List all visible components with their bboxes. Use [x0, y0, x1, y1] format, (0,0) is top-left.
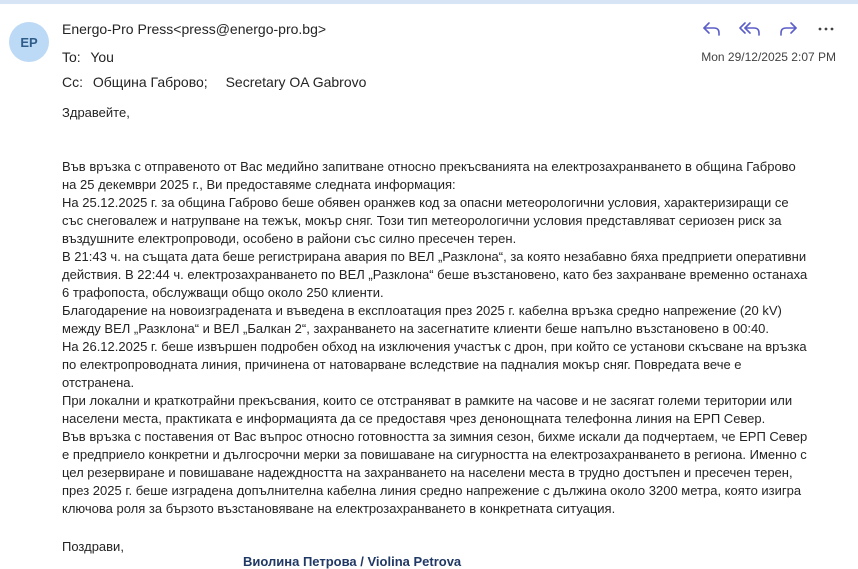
reply-icon — [702, 21, 722, 37]
forward-button[interactable] — [774, 17, 802, 41]
message-body — [62, 104, 832, 556]
to-label: To: — [62, 49, 81, 65]
message-date: Mon 29/12/2025 2:07 PM — [701, 50, 836, 64]
to-line — [62, 49, 120, 65]
body-line: ключова роля за бързото възстановяване на електрозахранването в конкретната ситуация. — [62, 501, 616, 516]
body-line: На 25.12.2025 г. за община Габрово беше обявен оранжев код за опасни метеорологични условия, характеризиращи се — [62, 195, 789, 210]
body-line: между ВЕЛ „Разклона“ и ВЕЛ „Балкан 2“, захранването на засегнатите клиенти беше напълно възстановено в 00:40. — [62, 321, 770, 336]
body-line: 6 трафопоста, обслужващи общо около 250 клиенти. — [62, 285, 384, 300]
body-line: населени места, практиката е информацията да се предоставя чрез денонощната телефонна линия на ЕРП Север. — [62, 411, 766, 426]
window-top-strip — [0, 0, 858, 4]
sender-name[interactable]: Energo-Pro Press — [62, 21, 174, 37]
body-line: На 26.12.2025 г. беше извършен подробен обход на изключения участък с дрон, при който се установи скъсване на връзка — [62, 339, 807, 354]
cc-line — [62, 74, 380, 90]
body-line: Във връзка с поставения от Вас въпрос относно готовността за зимния сезон, бихме искали да подчертаем, че ЕРП Север — [62, 429, 808, 444]
avatar[interactable]: EP — [9, 22, 49, 62]
body-line: Във връзка с отправеното от Вас медийно запитване относно прекъсванията на електрозахранването в община Габрово — [62, 159, 796, 174]
body-line: действия. В 22:44 ч. електрозахранването по ВЕЛ „Разклона“ беше възстановено, като без захранване временно останаха — [62, 267, 808, 282]
more-options-button[interactable] — [812, 17, 840, 41]
body-line: на 25 декември 2025 г., Ви предоставяме следната информация: — [62, 177, 456, 192]
body-line: При локални и краткотрайни прекъсвания, които се отстраняват в рамките на часове и не засягат големи територии или — [62, 393, 793, 408]
closing: Поздрави, — [62, 539, 124, 554]
body-line: цел резервиране и повишаване надеждността на захранването на населени места в трудно достъпен и пресечен терен, — [62, 465, 793, 480]
body-line: със снеговалеж и натрупване на тежък, мокър сняг. Този тип метеорологични условия представляват сериозен риск за — [62, 213, 782, 228]
cc-recipient-municipality[interactable]: Община Габрово; — [92, 74, 208, 90]
reply-button[interactable] — [698, 17, 726, 41]
greeting: Здравейте, — [62, 105, 130, 120]
cc-recipient-secretary[interactable]: Secretary OA Gabrovo — [225, 74, 367, 90]
reply-all-button[interactable] — [736, 17, 764, 41]
body-line: е предприело конкретни и дългосрочни мерки за повишаване на сигурността на електрозахранването в региона. Именно с — [62, 447, 807, 462]
body-line: В 21:43 ч. на същата дата беше регистрирана авария по ВЕЛ „Разклона“, за която незабавно бяха предприети оперативни — [62, 249, 807, 264]
body-line: въздушните електропроводи, особено в райони със силно пресечен терен. — [62, 231, 517, 246]
reply-all-icon — [739, 21, 761, 37]
body-line: Благодарение на новоизградената и въведена в експлоатация през 2025 г. кабелна връзка средно напрежение (20 kV) — [62, 303, 782, 318]
body-line: по електропроводната линия, причинена от натоварване вследствие на падналия мокър сняг. Повредата вече е — [62, 357, 742, 372]
signature: Виолина Петрова / Violina Petrova — [243, 554, 462, 569]
body-line: отстранена. — [62, 375, 135, 390]
body-line: през 2025 г. беше изградена допълнителна кабелна линия средно напрежение с дължина около 3200 метра, която изигра — [62, 483, 802, 498]
forward-icon — [778, 21, 798, 37]
more-options-icon — [817, 21, 835, 37]
to-recipient[interactable]: You — [90, 49, 114, 65]
sender-line[interactable] — [62, 21, 326, 37]
cc-label: Cc: — [62, 74, 83, 90]
message-actions — [698, 17, 840, 41]
sender-email[interactable]: <press@energo-pro.bg> — [173, 21, 327, 37]
